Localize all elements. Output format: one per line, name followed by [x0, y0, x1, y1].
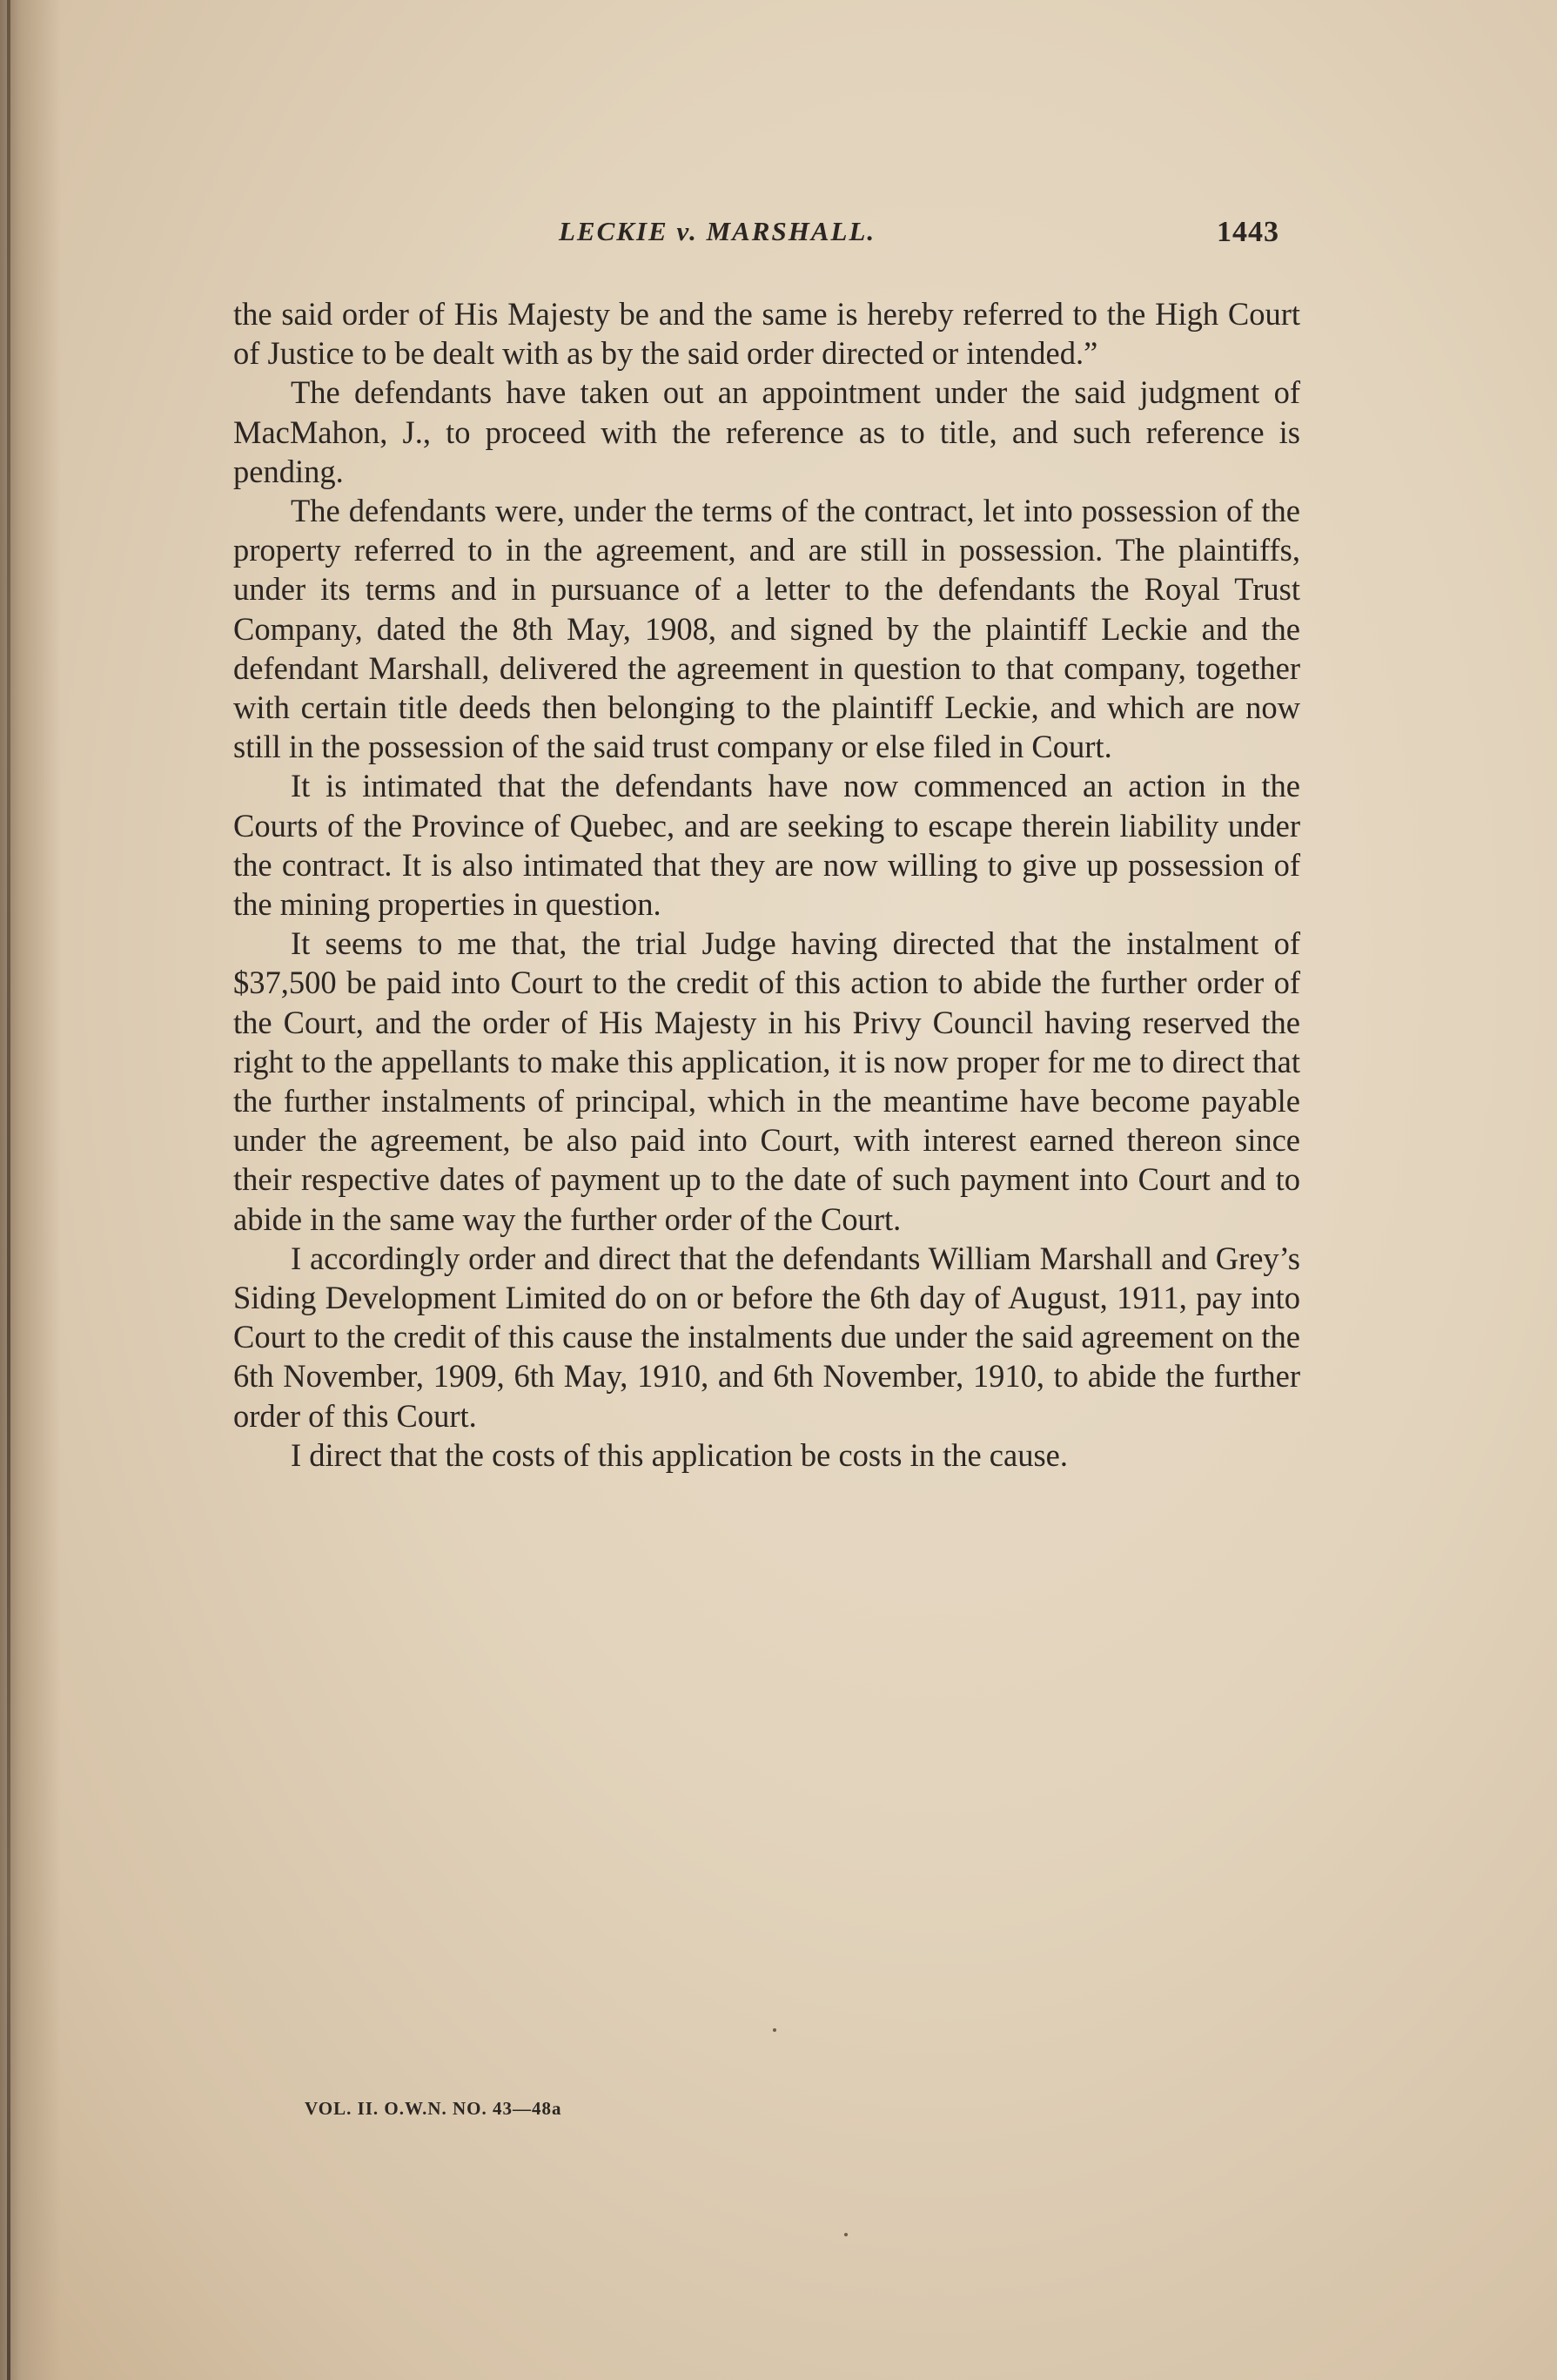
running-title: LECKIE v. MARSHALL.: [559, 216, 876, 246]
paragraph: I accordingly order and direct that the defendants William Marshall and Grey’s Siding Development Limited do on or before the 6th day of August, 1911, pay into Court to the credit of this cause the instalments due under the said agreement on the 6th November, 1909, 6th May, 1910, and 6th November, 1910, to abide the further order of this Court.: [233, 1240, 1300, 1434]
paragraph: The defendants were, under the terms of the contract, let into possession of the property referred to in the agreement, and are still in possession. The plaintiffs, under its terms and in pursuance of a letter to the defendants the Royal Trust Company, dated the 8th May, 1908, and signed by the plaintiff Leckie and the defendant Marshall, delivered the agreement in question to that company, together with certain title deeds then belonging to the plaintiff Leckie, and which are now still in the possession of the said trust company or else filed in Court.: [233, 493, 1300, 765]
signature-mark: VOL. II. O.W.N. NO. 43—48a: [305, 2098, 562, 2119]
paper-speck: [773, 2028, 776, 2032]
paragraph: It seems to me that, the trial Judge having directed that the instalment of $37,500 be paid into Court to the credit of this action to abide the further order of the Court, and the order of His Majesty in his Privy Council having reserved the right to the appellants to make this application, it is now proper for me to direct that the further instalments of principal, which in the meantime have become payable under the agreement, be also paid into Court, with interest earned thereon since their respective dates of payment up to the date of such payment into Court and to abide in the same way the further order of the Court.: [233, 925, 1300, 1237]
paragraph: The defendants have taken out an appointment under the said judgment of MacMahon, J., to proceed with the reference as to title, and such reference is pending.: [233, 374, 1300, 489]
running-head: [235, 216, 1279, 259]
paragraph: It is intimated that the defendants have now commenced an action in the Courts of the Province of Quebec, and are seeking to escape therein liability under the contract. It is also intimated that they are now willing to give up possession of the mining properties in question.: [233, 768, 1300, 923]
body-text: [233, 294, 1300, 1475]
binding-edge: [7, 0, 10, 2380]
paper-speck: [844, 2233, 848, 2236]
page-number: 1443: [1217, 216, 1279, 248]
paragraph: I direct that the costs of this application be costs in the cause.: [291, 1436, 1068, 1473]
paragraph: the said order of His Majesty be and the same is hereby referred to the High Court of Justice to be dealt with as by the said order directed or intended.”: [233, 296, 1300, 372]
